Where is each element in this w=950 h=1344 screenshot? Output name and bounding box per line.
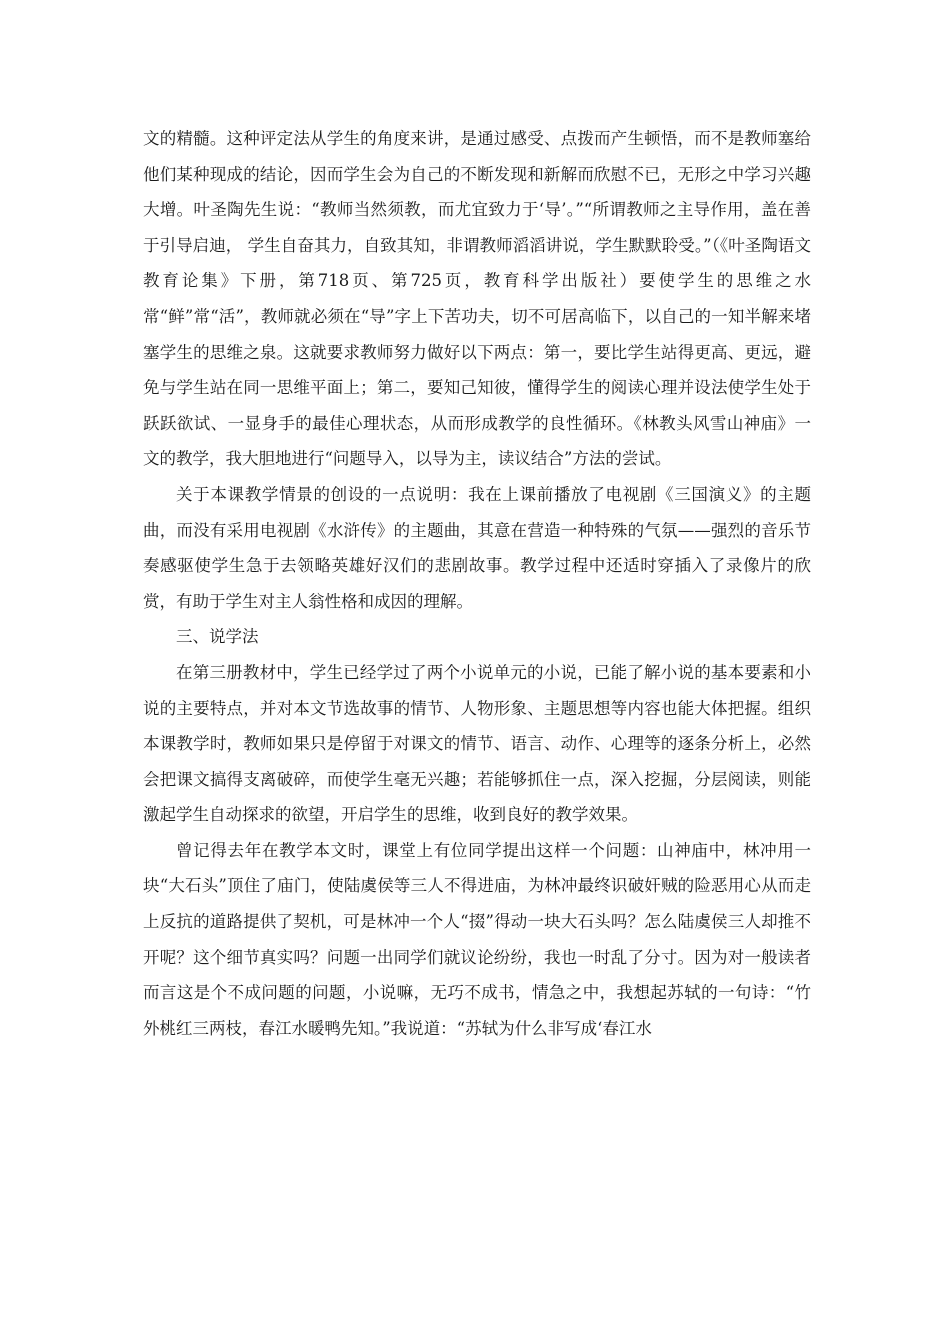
paragraph-learning-method: 在第三册教材中，学生已经学过了两个小说单元的小说，已能了解小说的基本要素和小说的主要特点，并对本文节选故事的情节、人物形象、主题思想等内容也能大体把握。组织本课教学时，教师如果只是停留于对课文的情节、语言、动作、心理等的逐条分析上，必然会把课文搞得支离破碎，而使学生毫无兴趣；若能够抓住一点，深入挖掘，分层阅读，则能激起学生自动探求的欲望，开启学生的思维，收到良好的教学效果。 — [143, 662, 811, 825]
document-body — [143, 121, 811, 1046]
section-heading-learning-method: 三、说学法 — [176, 627, 259, 647]
paragraph-continuation: 文的精髓。这种评定法从学生的角度来讲，是通过感受、点拨而产生顿悟，而不是教师塞给他们某种现成的结论，因而学生会为自己的不断发现和新解而欣慰不已，无形之中学习兴趣大增。叶圣陶先生说：“教师当然须教，而尤宜致力于‘导’。”“所谓教师之主导作用，盖在善于引导启迪， 学生自奋其力，自致其知，非谓教师滔滔讲说，学生默默聆受。”（《叶圣陶语文教育论集》下册，第718页、第725页，教育科学出版社）要使学生的思维之水常“鲜”常“活”，教师就必须在“导”字上下苦功夫，切不可居高临下，以自己的一知半解来堵塞学生的思维之泉。这就要求教师努力做好以下两点：第一，要比学生站得更高、更远，避免与学生站在同一思维平面上；第二，要知己知彼，懂得学生的阅读心理并设法使学生处于跃跃欲试、一显身手的最佳心理状态，从而形成教学的良性循环。《林教头风雪山神庙》一文的教学，我大胆地进行“问题导入，以导为主，读议结合”方法的尝试。 — [143, 129, 811, 469]
paragraph-classroom-anecdote: 曾记得去年在教学本文时，课堂上有位同学提出这样一个问题：山神庙中，林冲用一块“大石头”顶住了庙门，使陆虞侯等三人不得进庙，为林冲最终识破奸贼的险恶用心从而走上反抗的道路提供了契机，可是林冲一个人“掇”得动一块大石头吗？怎么陆虞侯三人却推不开呢？这个细节真实吗？问题一出同学们就议论纷纷，我也一时乱了分寸。因为对一般读者而言这是个不成问题的问题，小说嘛，无巧不成书，情急之中，我想起苏轼的一句诗：“竹外桃红三两枝，春江水暖鸭先知。”我说道：“苏轼为什么非写成‘春江水 — [143, 840, 811, 1038]
paragraph-scene-note: 关于本课教学情景的创设的一点说明：我在上课前播放了电视剧《三国演义》的主题曲，而没有采用电视剧《水浒传》的主题曲，其意在营造一种特殊的气氛——强烈的音乐节奏感驱使学生急于去领略英雄好汉们的悲剧故事。教学过程中还适时穿插入了录像片的欣赏，有助于学生对主人翁性格和成因的理解。 — [143, 484, 811, 611]
